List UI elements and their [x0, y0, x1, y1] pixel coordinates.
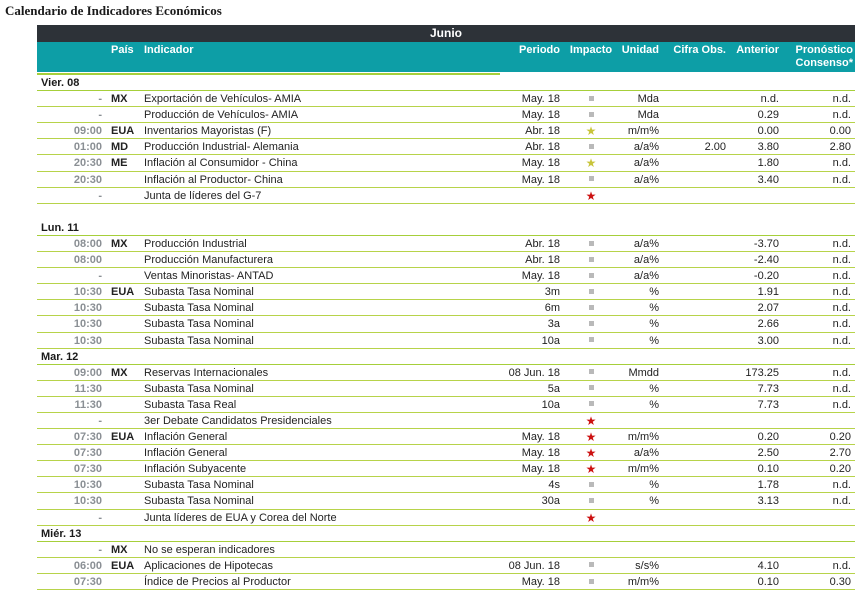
forecast-cell: n.d.: [832, 93, 851, 106]
table-row: [37, 574, 855, 590]
unit-cell: a/a%: [633, 173, 659, 186]
time-cell: 10:30: [73, 334, 102, 347]
impact-low-icon: [572, 139, 610, 155]
indicator-cell: Exportación de Vehículos- AMIA: [144, 93, 302, 106]
period-cell: 5a: [547, 382, 560, 395]
indicator-cell: Subasta Tasa Nominal: [144, 495, 254, 508]
day-header: [37, 526, 855, 542]
impact-low-icon: [572, 397, 610, 413]
impact-high-star-icon: ★: [585, 510, 597, 525]
period-cell: 4s: [548, 479, 560, 492]
impact-low-icon: [572, 300, 610, 316]
period-cell: Abr. 18: [525, 254, 560, 267]
impact-low-icon: [572, 284, 610, 300]
time-cell: 08:00: [73, 237, 102, 250]
table-row: [37, 493, 855, 509]
unit-cell: a/a%: [633, 237, 659, 250]
unit-cell: Mda: [637, 93, 659, 106]
header-consenso: Consenso*: [795, 57, 853, 69]
table-row: [37, 236, 855, 252]
country-cell: EUA: [111, 559, 135, 572]
unit-cell: %: [649, 302, 659, 315]
time-cell: 08:00: [73, 254, 102, 267]
page-title: Calendario de Indicadores Económicos: [5, 3, 222, 18]
period-cell: 10a: [541, 398, 560, 411]
country-cell: EUA: [111, 431, 135, 444]
time-cell: 10:30: [73, 318, 102, 331]
previous-cell: 2.50: [757, 447, 779, 460]
impact-low-icon: [572, 252, 610, 268]
indicator-cell: Inventarios Mayoristas (F): [144, 125, 272, 138]
table-row: [37, 139, 855, 155]
indicator-cell: Producción Manufacturera: [144, 254, 274, 267]
country-cell: MX: [111, 366, 128, 379]
table-row: [37, 413, 855, 429]
forecast-cell: n.d.: [832, 398, 851, 411]
unit-cell: a/a%: [633, 270, 659, 283]
day-label: Lun. 11: [41, 221, 79, 234]
time-cell: 20:30: [73, 173, 102, 186]
day-label: Mar. 12: [41, 350, 79, 363]
table-row: [37, 333, 855, 349]
indicator-cell: Subasta Tasa Nominal: [144, 382, 254, 395]
forecast-cell: n.d.: [832, 286, 851, 299]
table-row: [37, 300, 855, 316]
time-cell: 07:30: [73, 463, 102, 476]
forecast-cell: n.d.: [832, 237, 851, 250]
indicator-cell: Junta de líderes del G-7: [144, 189, 262, 202]
month-header: Junio: [37, 25, 855, 42]
time-cell: -: [98, 189, 102, 202]
period-cell: 08 Jun. 18: [508, 559, 560, 572]
unit-cell: %: [649, 286, 659, 299]
period-cell: 30a: [541, 495, 560, 508]
time-cell: 07:30: [73, 447, 102, 460]
table-row: [37, 510, 855, 526]
time-cell: -: [98, 93, 102, 106]
indicator-table: [37, 75, 855, 590]
forecast-cell: n.d.: [832, 382, 851, 395]
previous-cell: 0.10: [757, 575, 779, 588]
indicator-cell: Inflación General: [144, 431, 228, 444]
time-cell: 10:30: [73, 495, 102, 508]
time-cell: 06:00: [73, 559, 102, 572]
table-row: [37, 107, 855, 123]
country-cell: ME: [111, 157, 128, 170]
previous-cell: 4.10: [757, 559, 779, 572]
previous-cell: 0.00: [757, 125, 779, 138]
previous-cell: 7.73: [757, 398, 779, 411]
country-cell: MX: [111, 237, 128, 250]
header-periodo: Periodo: [519, 44, 560, 56]
unit-cell: s/s%: [635, 559, 659, 572]
spacer-row: [37, 204, 855, 220]
indicator-cell: Inflación Subyacente: [144, 463, 247, 476]
impact-low-icon: [572, 236, 610, 252]
time-cell: 20:30: [73, 157, 102, 170]
header-cifra-obs: Cifra Obs.: [673, 44, 726, 56]
period-cell: May. 18: [521, 270, 560, 283]
previous-cell: 1.80: [757, 157, 779, 170]
time-cell: 11:30: [74, 398, 102, 411]
impact-low-icon: [572, 493, 610, 509]
header-pronostico: Pronóstico: [795, 44, 853, 56]
time-cell: -: [98, 270, 102, 283]
forecast-cell: 2.80: [829, 141, 851, 154]
forecast-cell: n.d.: [832, 157, 851, 170]
time-cell: 01:00: [73, 141, 102, 154]
day-header: [37, 75, 855, 91]
table-row: [37, 445, 855, 461]
impact-low-icon: [572, 172, 610, 188]
unit-cell: m/m%: [627, 431, 659, 444]
country-cell: EUA: [111, 125, 135, 138]
previous-cell: 3.40: [757, 173, 779, 186]
impact-low-icon: [572, 316, 610, 332]
unit-cell: %: [649, 398, 659, 411]
table-row: [37, 461, 855, 477]
indicator-cell: Subasta Tasa Nominal: [144, 318, 254, 331]
unit-cell: a/a%: [633, 141, 659, 154]
time-cell: 07:30: [73, 575, 102, 588]
unit-cell: a/a%: [633, 157, 659, 170]
previous-cell: 2.66: [757, 318, 779, 331]
header-pais: País: [111, 44, 134, 56]
table-row: [37, 155, 855, 171]
forecast-cell: n.d.: [832, 479, 851, 492]
impact-low-icon: [572, 558, 610, 574]
period-cell: May. 18: [521, 93, 560, 106]
previous-cell: 1.91: [757, 286, 779, 299]
forecast-cell: n.d.: [832, 559, 851, 572]
indicator-cell: Producción de Vehículos- AMIA: [144, 109, 299, 122]
unit-cell: m/m%: [627, 125, 659, 138]
time-cell: 11:30: [74, 382, 102, 395]
forecast-cell: 0.00: [829, 125, 851, 138]
period-cell: May. 18: [521, 575, 560, 588]
column-header-row: [37, 42, 855, 72]
period-cell: 08 Jun. 18: [508, 366, 560, 379]
indicator-cell: Subasta Tasa Nominal: [144, 302, 254, 315]
forecast-cell: 0.30: [829, 575, 851, 588]
impact-low-icon: [572, 268, 610, 284]
period-cell: Abr. 18: [525, 125, 560, 138]
forecast-cell: n.d.: [832, 302, 851, 315]
header-unidad: Unidad: [621, 44, 659, 56]
indicator-cell: Subasta Tasa Real: [144, 398, 237, 411]
previous-cell: 7.73: [757, 382, 779, 395]
impact-low-icon: [572, 107, 610, 123]
time-cell: -: [98, 414, 102, 427]
previous-cell: 3.13: [757, 495, 779, 508]
previous-cell: 3.80: [757, 141, 779, 154]
period-cell: May. 18: [521, 173, 560, 186]
period-cell: Abr. 18: [525, 237, 560, 250]
table-row: [37, 429, 855, 445]
period-cell: 3a: [547, 318, 560, 331]
header-impacto: Impacto: [569, 44, 613, 56]
time-cell: -: [98, 511, 102, 524]
day-header: [37, 349, 855, 365]
impact-low-icon: [572, 91, 610, 107]
country-cell: MX: [111, 543, 128, 556]
time-cell: 10:30: [73, 302, 102, 315]
period-cell: 3m: [544, 286, 560, 299]
indicator-cell: Producción Industrial: [144, 237, 247, 250]
impact-low-icon: [572, 381, 610, 397]
table-row: [37, 123, 855, 139]
indicator-cell: Inflación al Consumidor - China: [144, 157, 298, 170]
forecast-cell: n.d.: [832, 366, 851, 379]
table-row: [37, 477, 855, 493]
previous-cell: 173.25: [745, 366, 779, 379]
indicator-cell: Inflación al Productor- China: [144, 173, 283, 186]
time-cell: 09:00: [73, 366, 102, 379]
day-label: Vier. 08: [41, 77, 80, 89]
indicator-cell: Junta líderes de EUA y Corea del Norte: [144, 511, 337, 524]
indicator-cell: 3er Debate Candidatos Presidenciales: [144, 414, 332, 427]
header-anterior: Anterior: [736, 44, 779, 56]
unit-cell: a/a%: [633, 447, 659, 460]
country-cell: MD: [111, 141, 129, 154]
time-cell: 10:30: [73, 286, 102, 299]
time-cell: 07:30: [73, 431, 102, 444]
indicator-cell: Subasta Tasa Nominal: [144, 334, 254, 347]
impact-low-icon: [572, 365, 610, 381]
unit-cell: Mmdd: [628, 366, 659, 379]
period-cell: May. 18: [521, 463, 560, 476]
indicator-cell: Reservas Internacionales: [144, 366, 269, 379]
unit-cell: %: [649, 334, 659, 347]
previous-cell: -2.40: [753, 254, 779, 267]
indicator-cell: Subasta Tasa Nominal: [144, 479, 254, 492]
time-cell: 10:30: [73, 479, 102, 492]
time-cell: 09:00: [73, 125, 102, 138]
forecast-cell: 2.70: [829, 447, 851, 460]
forecast-cell: n.d.: [832, 495, 851, 508]
header-indicador: Indicador: [144, 44, 194, 56]
impact-low-icon: [572, 574, 610, 590]
unit-cell: Mda: [637, 109, 659, 122]
table-row: [37, 284, 855, 300]
previous-cell: 2.07: [757, 302, 779, 315]
previous-cell: 0.20: [757, 431, 779, 444]
unit-cell: m/m%: [627, 463, 659, 476]
day-header: [37, 220, 855, 236]
indicator-cell: Índice de Precios al Productor: [144, 575, 291, 588]
previous-cell: -3.70: [753, 237, 779, 250]
period-cell: Abr. 18: [525, 141, 560, 154]
country-cell: EUA: [111, 286, 135, 299]
previous-cell: n.d.: [760, 93, 779, 106]
time-cell: -: [98, 543, 102, 556]
impact-high-star-icon: ★: [585, 413, 597, 428]
previous-cell: 3.00: [757, 334, 779, 347]
previous-cell: 0.29: [757, 109, 779, 122]
indicator-cell: No se esperan indicadores: [144, 543, 275, 556]
unit-cell: %: [649, 382, 659, 395]
day-label: Miér. 13: [41, 527, 82, 540]
country-cell: MX: [111, 93, 128, 106]
table-row: [37, 252, 855, 268]
table-row: [37, 188, 855, 204]
indicator-cell: Subasta Tasa Nominal: [144, 286, 254, 299]
table-row: [37, 381, 855, 397]
period-cell: May. 18: [521, 109, 560, 122]
observed-cell: 2.00: [704, 141, 726, 154]
table-row: [37, 558, 855, 574]
impact-medium-star-icon: ★: [585, 156, 597, 171]
table-row: [37, 316, 855, 332]
table-row: [37, 172, 855, 188]
unit-cell: %: [649, 495, 659, 508]
forecast-cell: 0.20: [829, 431, 851, 444]
period-cell: May. 18: [521, 157, 560, 170]
unit-cell: %: [649, 479, 659, 492]
time-cell: -: [98, 109, 102, 122]
indicator-cell: Aplicaciones de Hipotecas: [144, 559, 274, 572]
previous-cell: 0.10: [757, 463, 779, 476]
forecast-cell: n.d.: [832, 334, 851, 347]
impact-low-icon: [572, 477, 610, 493]
indicator-cell: Ventas Minoristas- ANTAD: [144, 270, 274, 283]
impact-high-star-icon: ★: [585, 462, 597, 477]
period-cell: 10a: [541, 334, 560, 347]
table-row: [37, 268, 855, 284]
table-row: [37, 397, 855, 413]
impact-low-icon: [572, 333, 610, 349]
period-cell: 6m: [544, 302, 560, 315]
unit-cell: %: [649, 318, 659, 331]
indicator-cell: Inflación General: [144, 447, 228, 460]
impact-high-star-icon: ★: [585, 446, 597, 461]
forecast-cell: n.d.: [832, 270, 851, 283]
forecast-cell: n.d.: [832, 318, 851, 331]
period-cell: May. 18: [521, 447, 560, 460]
impact-high-star-icon: ★: [585, 430, 597, 445]
previous-cell: -0.20: [753, 270, 779, 283]
table-row: [37, 365, 855, 381]
unit-cell: a/a%: [633, 254, 659, 267]
forecast-cell: n.d.: [832, 254, 851, 267]
unit-cell: m/m%: [627, 575, 659, 588]
period-cell: May. 18: [521, 431, 560, 444]
previous-cell: 1.78: [757, 479, 779, 492]
indicator-cell: Producción Industrial- Alemania: [144, 141, 299, 154]
impact-medium-star-icon: ★: [585, 124, 597, 139]
table-row: [37, 542, 855, 558]
forecast-cell: n.d.: [832, 173, 851, 186]
table-row: [37, 91, 855, 107]
forecast-cell: n.d.: [832, 109, 851, 122]
forecast-cell: 0.20: [829, 463, 851, 476]
impact-high-star-icon: ★: [585, 188, 597, 203]
